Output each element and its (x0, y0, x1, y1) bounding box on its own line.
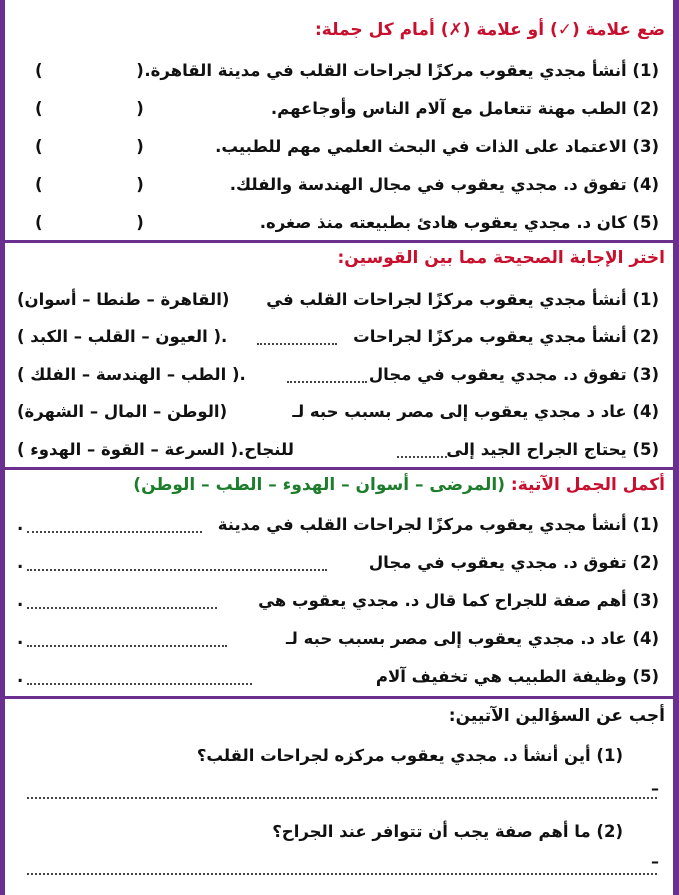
section2-title: اختر الإجابة الصحيحة مما بين القوسين: (337, 248, 665, 268)
complete-item-text: (1) أنشأ مجدي يعقوب مركزًا لجراحات القلب في مدينة (217, 515, 659, 534)
mcq-item-5 (13, 436, 659, 464)
section-divider (5, 696, 673, 699)
complete-item-5 (13, 663, 659, 691)
tf-item-2 (13, 95, 659, 123)
blank-line[interactable] (27, 517, 202, 533)
sentence-end: . (17, 515, 24, 534)
answer-dash: – (651, 852, 659, 871)
blank-line[interactable] (257, 329, 337, 345)
mcq-item-text: (4) عاد د مجدي يعقوب إلى مصر بسبب حبه لـ (292, 402, 659, 421)
section3-title-row (133, 475, 665, 495)
section1-title: ضع علامة (✓) أو علامة (✗) أمام كل جملة: (314, 20, 665, 40)
mcq-item-text: (1) أنشأ مجدي يعقوب مركزًا لجراحات القلب في (266, 290, 659, 309)
tf-item-1 (13, 57, 659, 85)
complete-item-text: (2) تفوق د. مجدي يعقوب في مجال (368, 553, 659, 572)
mcq-item-4 (13, 398, 659, 426)
blank-line[interactable] (27, 669, 252, 685)
tf-item-3 (13, 133, 659, 161)
sentence-end: . (17, 667, 24, 686)
mcq-item-1 (13, 286, 659, 314)
tf-item-text: (4) تفوق د. مجدي يعقوب في مجال الهندسة والفلك. (229, 175, 659, 194)
blank-line[interactable] (27, 631, 227, 647)
section-divider (5, 467, 673, 470)
question-1 (13, 742, 623, 770)
complete-item-4 (13, 625, 659, 653)
complete-item-3 (13, 587, 659, 615)
sentence-end: . (17, 591, 24, 610)
complete-item-1 (13, 511, 659, 539)
answer-line[interactable] (27, 796, 657, 799)
answer-paren[interactable]: ( ) (35, 137, 188, 156)
blank-line[interactable] (397, 442, 447, 458)
blank-line[interactable] (27, 593, 217, 609)
question-text: (1) أين أنشأ د. مجدي يعقوب مركزه لجراحات القلب؟ (196, 746, 623, 765)
complete-item-text: (5) وظيفة الطبيب هي تخفيف آلام (375, 667, 659, 686)
complete-item-text: (4) عاد د. مجدي يعقوب إلى مصر بسبب حبه لـ (286, 629, 659, 648)
mcq-item-text: (5) يحتاج الجراح الجيد إلى (446, 440, 659, 459)
section-divider (5, 240, 673, 243)
tf-item-text: (1) أنشأ مجدي يعقوب مركزًا لجراحات القلب في مدينة القاهرة. (144, 61, 659, 80)
answer-line[interactable] (27, 872, 657, 875)
mcq-item-text: (3) تفوق د. مجدي يعقوب في مجال (368, 365, 659, 384)
answer-dash: – (651, 779, 659, 798)
mcq-options[interactable]: للنجاح.( السرعة – القوة – الهدوء ) (17, 440, 294, 459)
word-bank: (المرضى – أسوان – الهدوء – الطب – الوطن) (133, 475, 505, 495)
tf-item-text: (5) كان د. مجدي يعقوب هادئ بطبيعته منذ صغره. (259, 213, 659, 232)
mcq-options[interactable]: .( العيون – القلب – الكبد ) (17, 327, 228, 346)
section3-title: أكمل الجمل الآتية: (510, 475, 665, 495)
section4-title: أجب عن السؤالين الآتيين: (448, 706, 665, 726)
mcq-options[interactable]: .( الطب – الهندسة – الفلك ) (17, 365, 246, 384)
question-2 (13, 818, 623, 846)
blank-line[interactable] (27, 555, 327, 571)
mcq-options[interactable]: (الوطن – المال – الشهرة) (17, 402, 228, 421)
mcq-options[interactable]: (القاهرة – طنطا – أسوان) (17, 290, 230, 309)
tf-item-5 (13, 209, 659, 237)
sentence-end: . (17, 553, 24, 572)
answer-paren[interactable]: ( ) (35, 61, 188, 80)
mcq-item-2 (13, 323, 659, 351)
tf-item-text: (2) الطب مهنة تتعامل مع آلام الناس وأوجاعهم. (270, 99, 659, 118)
tf-item-4 (13, 171, 659, 199)
answer-paren[interactable]: ( ) (35, 213, 188, 232)
answer-paren[interactable]: ( ) (35, 99, 188, 118)
blank-line[interactable] (287, 367, 367, 383)
sentence-end: . (17, 629, 24, 648)
mcq-item-text: (2) أنشأ مجدي يعقوب مركزًا لجراحات (353, 327, 659, 346)
tf-item-text: (3) الاعتماد على الذات في البحث العلمي مهم للطبيب. (215, 137, 659, 156)
answer-paren[interactable]: ( ) (35, 175, 188, 194)
mcq-item-3 (13, 361, 659, 389)
complete-item-2 (13, 549, 659, 577)
complete-item-text: (3) أهم صفة للجراح كما قال د. مجدي يعقوب هي (258, 591, 659, 610)
question-text: (2) ما أهم صفة يجب أن تتوافر عند الجراح؟ (272, 822, 623, 841)
